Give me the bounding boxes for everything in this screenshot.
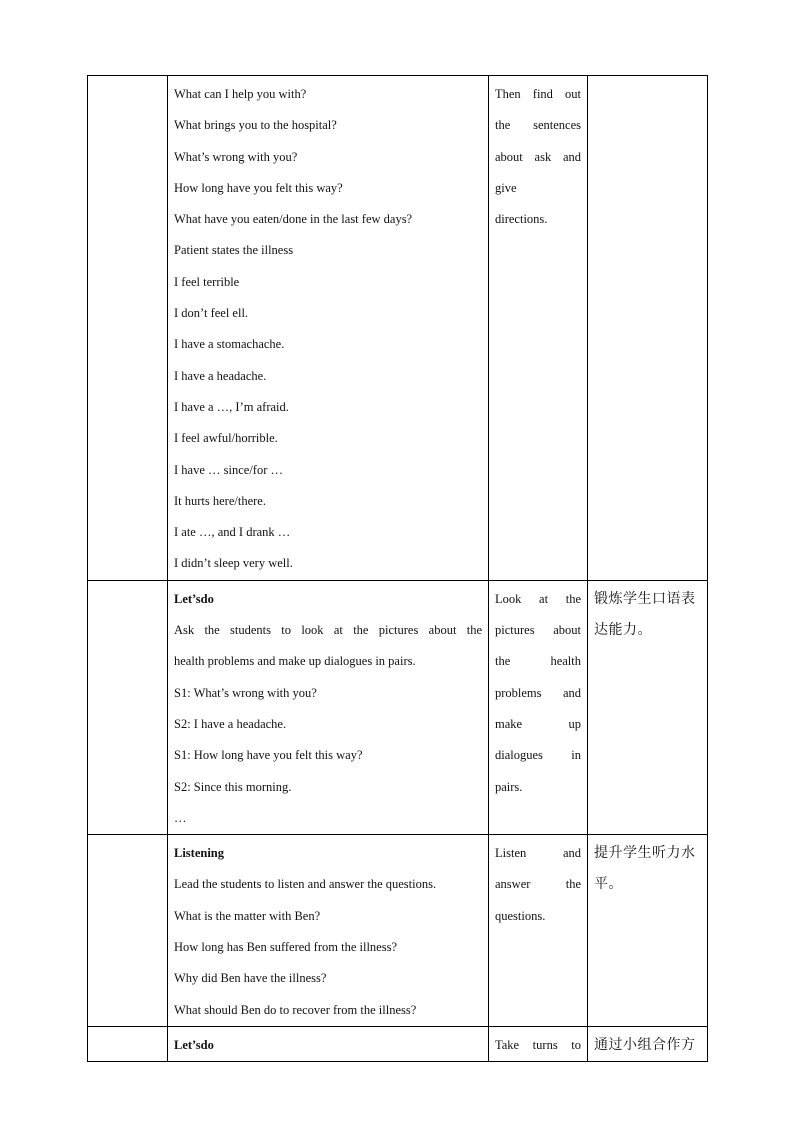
lesson-plan-table: [87, 75, 708, 1062]
table-row: [88, 76, 708, 581]
purpose-line: 锻炼学生口语表: [594, 590, 696, 607]
content-line: How long has Ben suffered from the illness?: [174, 940, 397, 955]
content-line: It hurts here/there.: [174, 493, 266, 508]
content-line: I have a headache.: [174, 368, 267, 383]
activity-line: the health: [495, 654, 581, 669]
purpose-cell: [588, 580, 708, 834]
stage-cell: [88, 1026, 168, 1061]
content-line: I didn’t sleep very well.: [174, 556, 293, 571]
table-row: [88, 1026, 708, 1061]
content-line: Why did Ben have the illness?: [174, 971, 327, 986]
content-line: S1: How long have you felt this way?: [174, 748, 363, 763]
content-line: …: [174, 810, 187, 825]
content-line: I ate …, and I drank …: [174, 525, 291, 540]
content-line: I feel terrible: [174, 274, 240, 289]
content-line: What have you eaten/done in the last few days?: [174, 212, 413, 227]
content-line: What is the matter with Ben?: [174, 908, 321, 923]
content-line: S1: What’s wrong with you?: [174, 685, 317, 700]
purpose-line: 达能力。: [594, 622, 652, 639]
activity-cell: [489, 835, 588, 1027]
activity-line: questions.: [495, 908, 546, 923]
content-line: Ask the students to look at the pictures about the: [174, 623, 482, 638]
activity-cell: [489, 76, 588, 581]
activity-line: Take turns to: [495, 1037, 581, 1052]
activity-line: Look at the: [495, 591, 581, 606]
content-line: I have … since/for …: [174, 462, 283, 477]
purpose-cell: [588, 76, 708, 581]
activity-cell: [489, 580, 588, 834]
purpose-line: 平。: [594, 876, 623, 893]
activity-line: Then find out: [495, 87, 581, 101]
purpose-cell: [588, 835, 708, 1027]
content-line: health problems and make up dialogues in pairs.: [174, 654, 416, 669]
activity-line: problems and: [495, 685, 581, 700]
section-heading: Let’sdo: [174, 1037, 214, 1052]
activity-cell: [489, 1026, 588, 1061]
stage-cell: [88, 835, 168, 1027]
activity-line: give: [495, 180, 517, 195]
activity-line: answer the: [495, 877, 581, 892]
content-cell: [168, 1026, 489, 1061]
purpose-line: 提升学生听力水: [594, 845, 696, 862]
content-line: What brings you to the hospital?: [174, 118, 337, 133]
content-cell: [168, 76, 489, 581]
content-cell: [168, 580, 489, 834]
content-line: How long have you felt this way?: [174, 180, 343, 195]
activity-line: dialogues in: [495, 748, 581, 763]
stage-cell: [88, 580, 168, 834]
table-row: [88, 580, 708, 834]
content-line: S2: I have a headache.: [174, 716, 287, 731]
activity-line: directions.: [495, 212, 548, 227]
content-line: I feel awful/horrible.: [174, 431, 278, 446]
activity-line: pictures about: [495, 623, 581, 638]
purpose-line: 通过小组合作方: [594, 1036, 696, 1053]
activity-line: make up: [495, 716, 581, 731]
activity-line: Listen and: [495, 846, 581, 861]
content-line: What can I help you with?: [174, 87, 307, 101]
content-line: S2: Since this morning.: [174, 779, 292, 794]
content-line: What should Ben do to recover from the illness?: [174, 1002, 417, 1017]
stage-cell: [88, 76, 168, 581]
section-heading: Listening: [174, 846, 225, 861]
purpose-cell: [588, 1026, 708, 1061]
activity-line: about ask and: [495, 149, 581, 164]
activity-line: the sentences: [495, 118, 581, 133]
content-line: I don’t feel ell.: [174, 306, 249, 321]
content-line: Patient states the illness: [174, 243, 294, 258]
content-line: Lead the students to listen and answer the questions.: [174, 877, 437, 892]
table-row: [88, 835, 708, 1027]
content-cell: [168, 835, 489, 1027]
content-line: I have a stomachache.: [174, 337, 285, 352]
content-line: What’s wrong with you?: [174, 149, 298, 164]
section-heading: Let’sdo: [174, 591, 214, 606]
content-line: I have a …, I’m afraid.: [174, 399, 289, 414]
activity-line: pairs.: [495, 779, 523, 794]
